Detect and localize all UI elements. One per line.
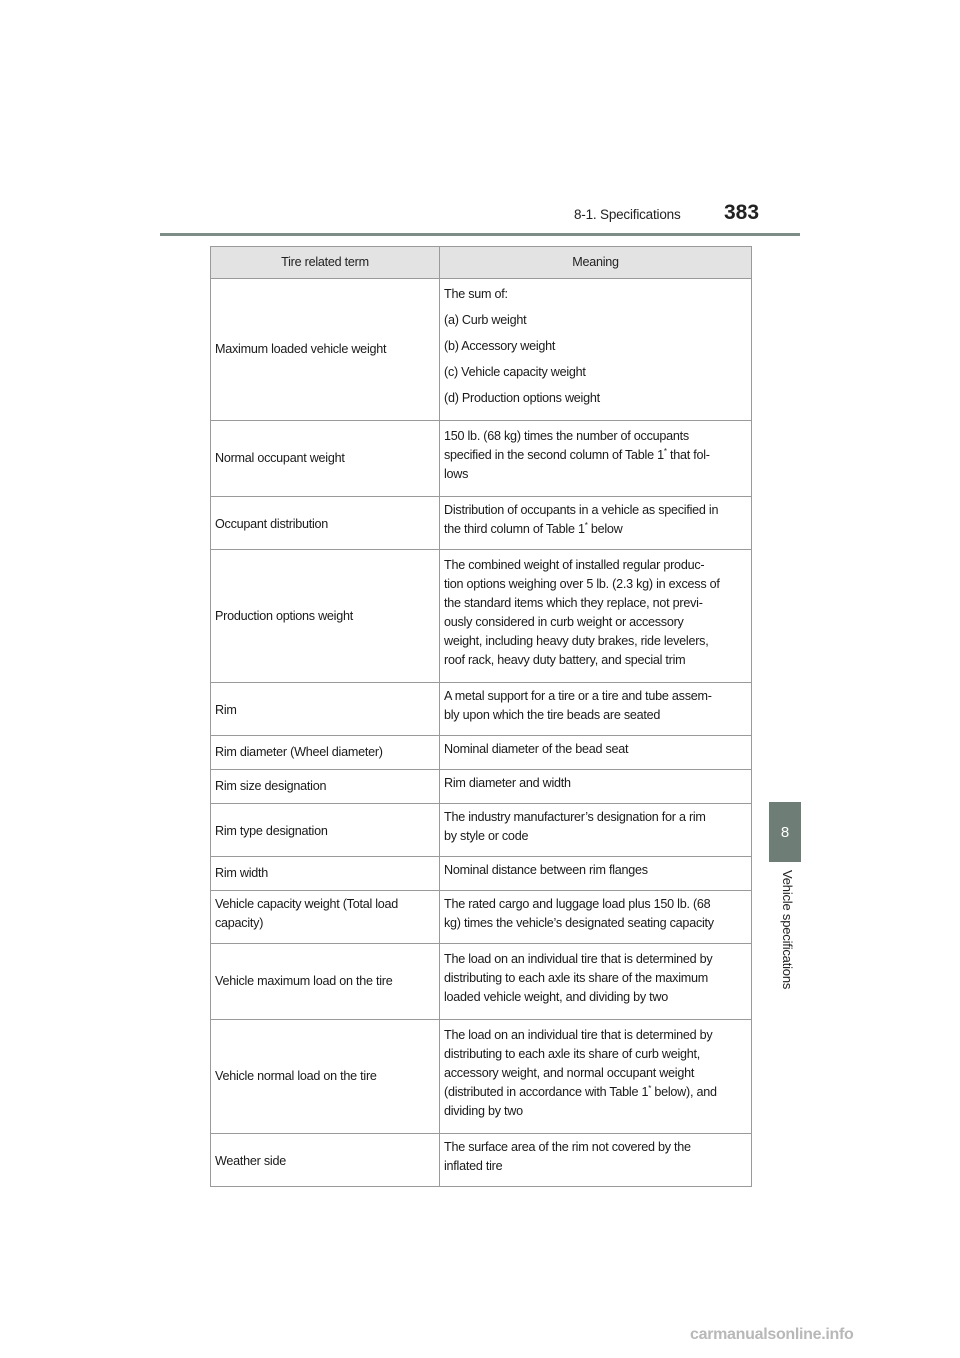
column-header-meaning: Meaning (440, 247, 752, 279)
term-line: Rim width (215, 866, 269, 880)
meaning-line: distributing to each axle its share of curb weight, (444, 1047, 701, 1061)
chapter-label: Vehicle specifications (780, 870, 795, 990)
header-divider (160, 233, 800, 236)
term-cell (211, 421, 440, 497)
term-cell (211, 736, 440, 770)
table-header-row (211, 247, 752, 279)
meaning-line: roof rack, heavy duty battery, and special trim (444, 653, 686, 667)
meaning-line: loaded vehicle weight, and dividing by two (444, 990, 669, 1004)
meaning-line: (d) Production options weight (444, 391, 600, 405)
meaning-line: by style or code (444, 829, 529, 843)
meaning-line: The industry manufacturer’s designation for a rim (444, 810, 706, 824)
meaning-cell (440, 1020, 752, 1134)
table-row (211, 497, 752, 550)
meaning-line: (b) Accessory weight (444, 339, 556, 353)
table-row (211, 550, 752, 683)
meaning-line: The surface area of the rim not covered by the (444, 1140, 691, 1154)
table-row (211, 770, 752, 804)
term-cell (211, 550, 440, 683)
meaning-cell (440, 421, 752, 497)
meaning-line: Distribution of occupants in a vehicle as specified in (444, 503, 719, 517)
chapter-tab (769, 802, 801, 862)
meaning-cell (440, 891, 752, 944)
term-line: Vehicle normal load on the tire (215, 1069, 377, 1083)
tire-terms-table (210, 246, 752, 1187)
column-header-term: Tire related term (211, 247, 440, 279)
meaning-line: dividing by two (444, 1104, 523, 1118)
term-cell (211, 891, 440, 944)
meaning-line: the standard items which they replace, not previ- (444, 596, 703, 610)
term-cell (211, 944, 440, 1020)
table-row (211, 1134, 752, 1187)
meaning-line: tion options weighing over 5 lb. (2.3 kg) in excess of (444, 577, 720, 591)
term-cell (211, 770, 440, 804)
table-row (211, 804, 752, 857)
meaning-cell (440, 550, 752, 683)
table-row (211, 1020, 752, 1134)
meaning-line: Nominal diameter of the bead seat (444, 742, 629, 756)
term-line: Rim size designation (215, 779, 327, 793)
table-row (211, 279, 752, 421)
meaning-line: (a) Curb weight (444, 313, 527, 327)
meaning-line: ously considered in curb weight or accessory (444, 615, 684, 629)
term-line: Weather side (215, 1154, 286, 1168)
meaning-cell (440, 497, 752, 550)
meaning-line: The rated cargo and luggage load plus 150 lb. (68 (444, 897, 711, 911)
term-line: Vehicle maximum load on the tire (215, 974, 393, 988)
meaning-cell (440, 944, 752, 1020)
page-number: 383 (724, 201, 760, 224)
table-row (211, 421, 752, 497)
table-row (211, 683, 752, 736)
table-row (211, 736, 752, 770)
meaning-line: bly upon which the tire beads are seated (444, 708, 661, 722)
term-line: Maximum loaded vehicle weight (215, 342, 387, 356)
meaning-line: The load on an individual tire that is determined by (444, 952, 713, 966)
term-line: Rim diameter (Wheel diameter) (215, 745, 383, 759)
chapter-number: 8 (780, 823, 790, 841)
term-line: Occupant distribution (215, 517, 329, 531)
table-row (211, 857, 752, 891)
meaning-line: lows (444, 467, 469, 481)
term-line: capacity) (215, 916, 264, 930)
term-line: Rim (215, 703, 237, 717)
term-cell (211, 804, 440, 857)
meaning-line: weight, including heavy duty brakes, ride levelers, (444, 634, 709, 648)
section-title: 8-1. Specifications (574, 207, 681, 222)
meaning-line: inflated tire (444, 1159, 503, 1173)
meaning-line: The combined weight of installed regular produc- (444, 558, 705, 572)
term-cell (211, 1134, 440, 1187)
meaning-line: The load on an individual tire that is determined by (444, 1028, 713, 1042)
meaning-cell (440, 736, 752, 770)
term-line: Production options weight (215, 608, 353, 623)
meaning-cell (440, 770, 752, 804)
meaning-cell (440, 683, 752, 736)
term-line: Normal occupant weight (215, 451, 345, 465)
meaning-line: 150 lb. (68 kg) times the number of occupants (444, 429, 689, 443)
term-line: Vehicle capacity weight (Total load (215, 897, 399, 911)
meaning-cell (440, 804, 752, 857)
meaning-line: kg) times the vehicle’s designated seating capacity (444, 916, 714, 930)
table-row (211, 891, 752, 944)
table-row (211, 944, 752, 1020)
meaning-line: Rim diameter and width (444, 776, 571, 790)
watermark: carmanualsonline.info (690, 1326, 854, 1343)
meaning-cell (440, 279, 752, 421)
term-cell (211, 683, 440, 736)
meaning-cell (440, 857, 752, 891)
meaning-line: The sum of: (444, 287, 508, 301)
term-cell (211, 857, 440, 891)
meaning-line: Nominal distance between rim flanges (444, 863, 648, 877)
meaning-line: A metal support for a tire or a tire and tube assem- (444, 689, 712, 703)
meaning-line: the third column of Table 1* below (444, 520, 623, 536)
meaning-line: (c) Vehicle capacity weight (444, 365, 586, 379)
meaning-line: specified in the second column of Table 1* that fol- (444, 446, 710, 462)
term-cell (211, 497, 440, 550)
term-cell (211, 279, 440, 421)
meaning-line: distributing to each axle its share of the maximum (444, 971, 708, 985)
term-line: Rim type designation (215, 824, 328, 838)
term-cell (211, 1020, 440, 1134)
meaning-line: (distributed in accordance with Table 1* below), and (444, 1083, 717, 1099)
meaning-cell (440, 1134, 752, 1187)
meaning-line: accessory weight, and normal occupant weight (444, 1066, 695, 1080)
